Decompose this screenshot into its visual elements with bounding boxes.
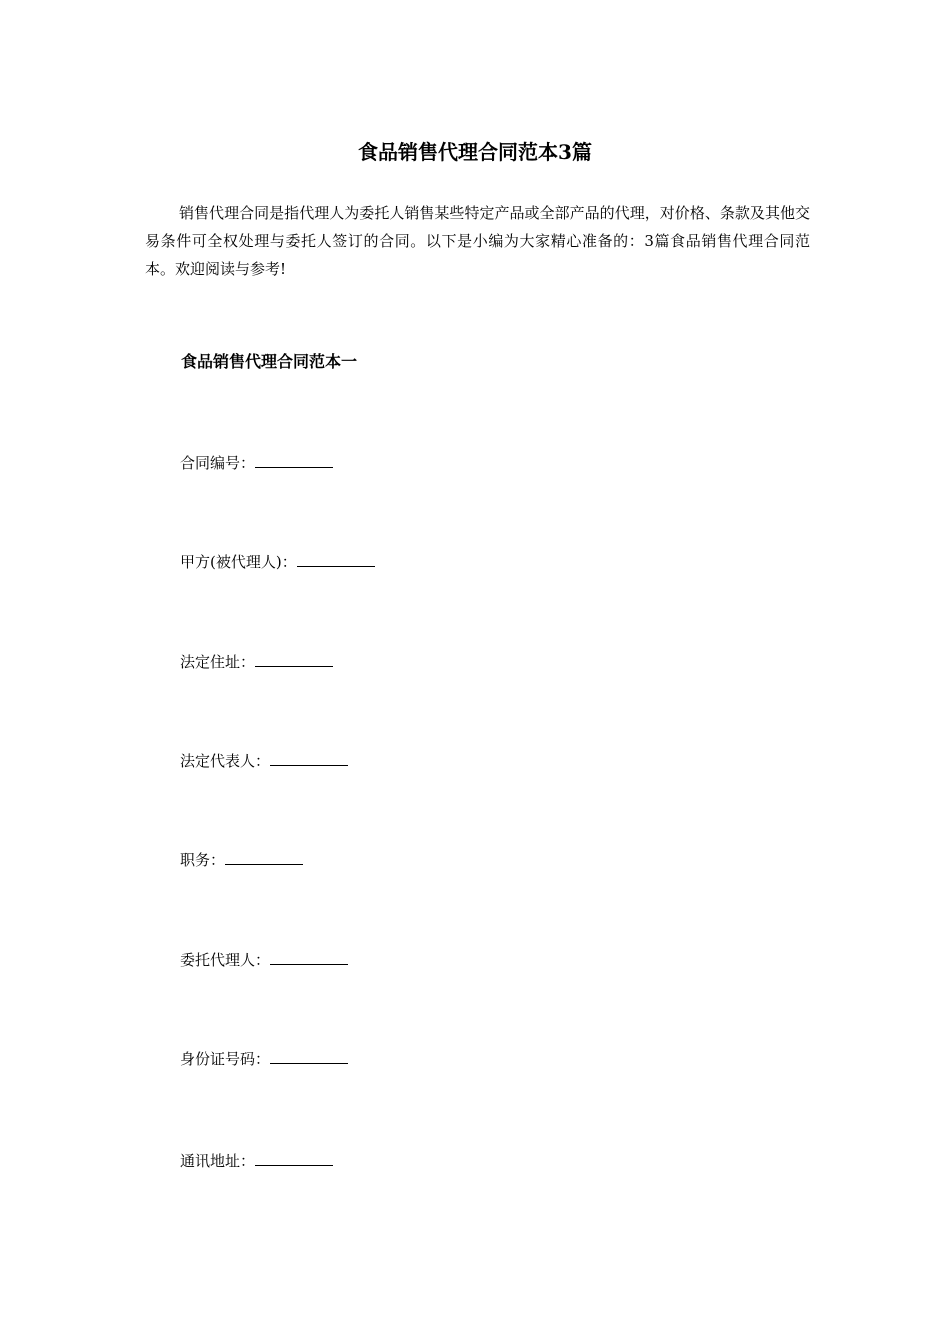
field-label: 通讯地址：	[180, 1152, 256, 1170]
field-label: 甲方(被代理人)：	[180, 553, 297, 571]
document-title: 食品销售代理合同范本3篇	[358, 140, 592, 164]
section-heading: 食品销售代理合同范本一	[181, 352, 358, 371]
intro-paragraph: 销售代理合同是指代理人为委托人销售某些特定产品或全部产品的代理，对价格、条款及其他交易条件可全权处理与委托人签订的合同。以下是小编为大家精心准备的：3篇食品销售代理合同范本。欢迎阅读与参考!	[145, 204, 810, 278]
field-party-a	[180, 550, 375, 574]
field-label: 身份证号码：	[180, 1050, 271, 1068]
fill-in-blank	[255, 1149, 333, 1166]
field-label: 职务：	[180, 851, 226, 869]
field-label: 法定住址：	[180, 653, 256, 671]
field-contract-number	[180, 451, 333, 475]
fill-in-blank	[255, 650, 333, 667]
fill-in-blank	[225, 848, 303, 865]
field-label: 法定代表人：	[180, 752, 271, 770]
field-legal-representative	[180, 749, 348, 773]
field-mailing-address	[180, 1149, 333, 1173]
field-position	[180, 848, 303, 872]
field-id-number	[180, 1047, 348, 1071]
fill-in-blank	[297, 550, 375, 567]
fill-in-blank	[270, 948, 348, 965]
field-label: 合同编号：	[180, 454, 256, 472]
fill-in-blank	[255, 451, 333, 468]
field-label: 委托代理人：	[180, 951, 271, 969]
fill-in-blank	[270, 1047, 348, 1064]
field-legal-address	[180, 650, 333, 674]
field-authorized-agent	[180, 948, 348, 972]
fill-in-blank	[270, 749, 348, 766]
